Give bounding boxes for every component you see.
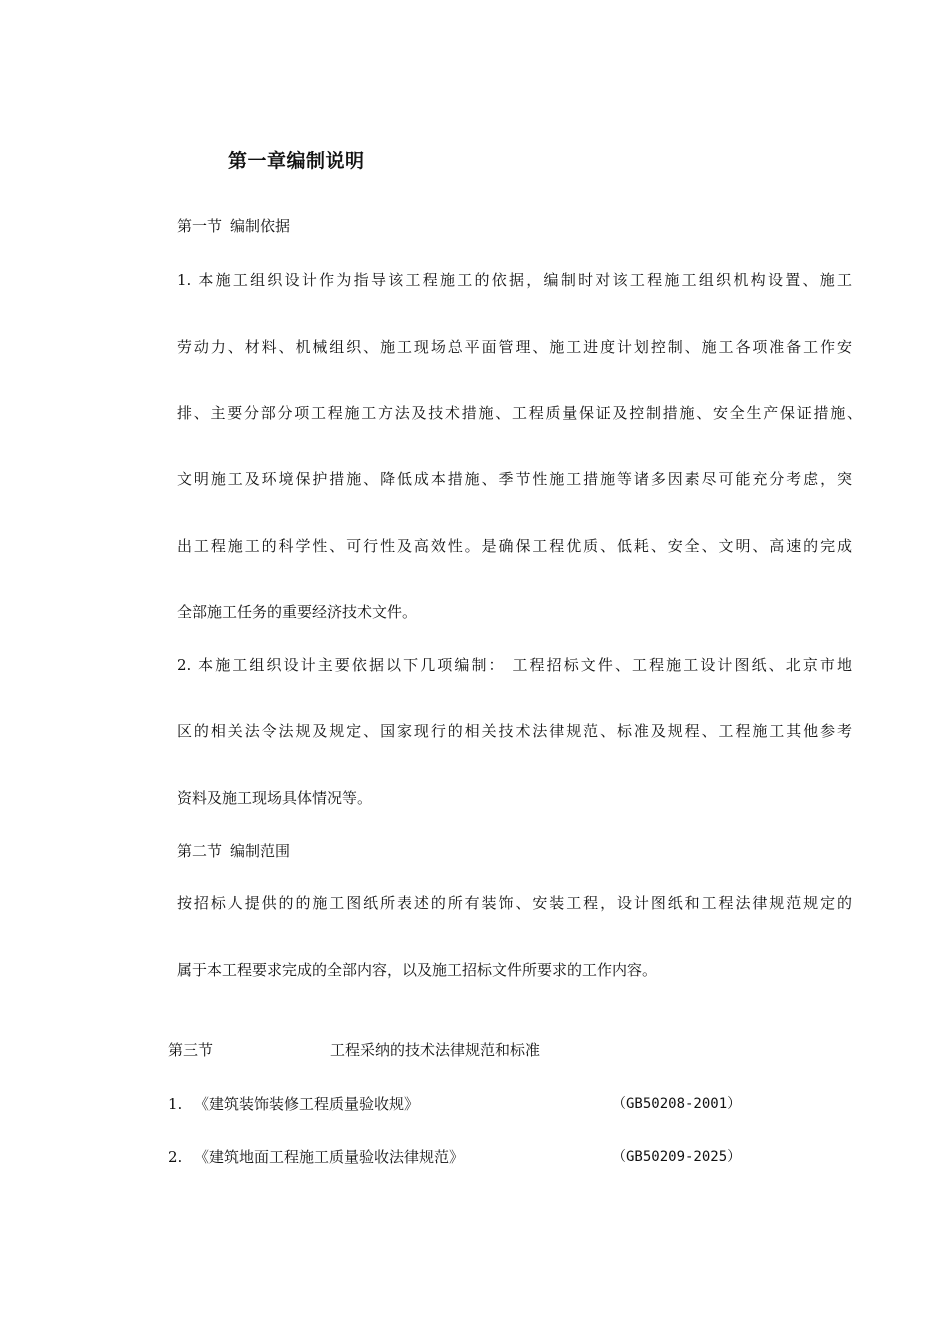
paragraph-line: 资料及施工现场具体情况等。 bbox=[177, 789, 373, 807]
paragraph-line: 排、主要分部分项工程施工方法及技术措施、工程质量保证及控制措施、安全生产保证措施、 bbox=[177, 404, 862, 422]
section-title: 编制依据 bbox=[230, 217, 291, 235]
list-item bbox=[168, 1094, 768, 1114]
list-item-number: 2. bbox=[168, 1148, 183, 1166]
section-heading-2 bbox=[177, 841, 290, 861]
paragraph-line: 劳动力、材料、机械组织、施工现场总平面管理、施工进度计划控制、施工各项准备工作安 bbox=[177, 338, 852, 356]
list-item-number: 1. bbox=[168, 1095, 183, 1113]
standard-code: （GB50208-2001） bbox=[612, 1096, 742, 1112]
section-heading-1 bbox=[177, 216, 290, 236]
paragraph-line: 属于本工程要求完成的全部内容，以及施工招标文件所要求的工作内容。 bbox=[177, 961, 658, 979]
paragraph-line: 出工程施工的科学性、可行性及高效性。是确保工程优质、低耗、安全、文明、高速的完成 bbox=[177, 537, 852, 555]
paragraph-line: 文明施工及环境保护措施、降低成本措施、季节性施工措施等诸多因素尽可能充分考虑，突 bbox=[177, 470, 852, 488]
section-number: 第三节 bbox=[168, 1041, 214, 1059]
paragraph-line: 按招标人提供的的施工图纸所表述的所有装饰、安装工程，设计图纸和工程法律规范规定的 bbox=[177, 894, 852, 912]
section-title: 编制范围 bbox=[230, 842, 291, 860]
paragraph-line: 1. 本施工组织设计作为指导该工程施工的依据，编制时对该工程施工组织机构设置、施工 bbox=[177, 271, 852, 289]
section-number: 第一节 bbox=[177, 217, 223, 235]
chapter-title: 第一章编制说明 bbox=[228, 150, 365, 172]
standard-name: 《建筑地面工程施工质量验收法律规范》 bbox=[194, 1148, 465, 1166]
standard-code: （GB50209-2025） bbox=[612, 1149, 742, 1165]
section-heading-3 bbox=[168, 1040, 540, 1060]
list-item bbox=[168, 1147, 768, 1167]
section-title: 工程采纳的技术法律规范和标准 bbox=[330, 1041, 541, 1059]
paragraph-line: 区的相关法令法规及规定、国家现行的相关技术法律规范、标准及规程、工程施工其他参考 bbox=[177, 722, 852, 740]
standard-name: 《建筑装饰装修工程质量验收规》 bbox=[194, 1095, 420, 1113]
paragraph-line: 全部施工任务的重要经济技术文件。 bbox=[177, 603, 418, 621]
paragraph-line: 2. 本施工组织设计主要依据以下几项编制： 工程招标文件、工程施工设计图纸、北京市地 bbox=[177, 656, 852, 674]
section-number: 第二节 bbox=[177, 842, 223, 860]
